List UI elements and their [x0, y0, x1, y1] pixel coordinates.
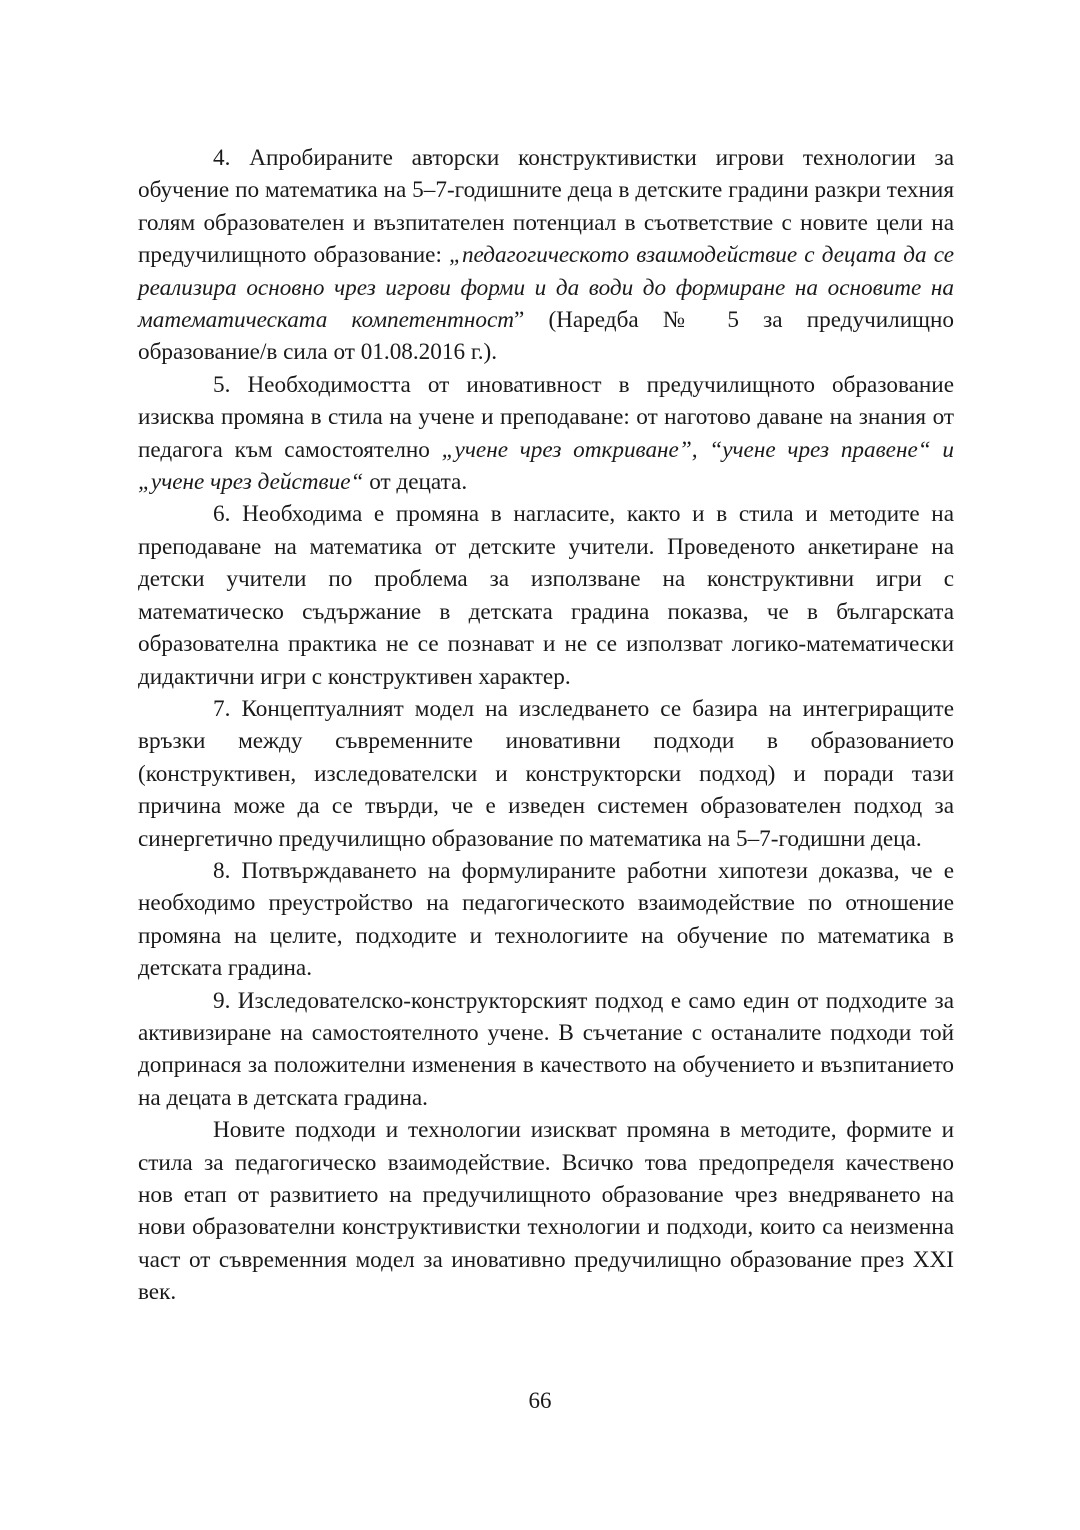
- conclusion-item-6: [138, 498, 954, 692]
- conclusion-item-9-text: 9. Изследователско-конструкторският подход е само един от подходите за активизиране на самостоятелното учене. В съчетание с останалите подходи той допринася за положителни изменения в качеството на обучението и възпитанието на децата в детската градина.: [138, 987, 954, 1111]
- page-body: [138, 142, 954, 1309]
- page-number: 66: [528, 1388, 552, 1413]
- conclusion-item-4-quote: „педагогическото взаимодействие с децата да се реализира основно чрез игрови форми и да води до формиране на основите на математическата компетентност: [138, 242, 954, 334]
- conclusion-item-8: [138, 855, 954, 985]
- conclusion-item-4-text: 4. Апробираните авторски конструктивистки игрови технологии за обучение по математика на 5–7-годишните деца в детските градини разкри техния голям образователен и възпитателен потенциал в съответствие с новите цели на предучилищното образование:: [138, 145, 954, 269]
- conclusion-item-5: [138, 369, 954, 499]
- conclusion-item-5-tail: от децата.: [363, 469, 468, 496]
- conclusion-item-6-text: 6. Необходима е промяна в нагласите, както и в стила и методите на преподаване на математика от детските учители. Проведеното анкетиране на детски учители по проблема за използване на конструктивни игри с математическо съдържание в детската градина показва, че в българската образователна практика не се познават и не се използват логико-математически дидактични игри с конструктивен характер.: [138, 501, 954, 690]
- conclusion-item-4-citation: ” (Наредба № 5 за предучилищно образование/в сила от 01.08.2016 г.).: [138, 307, 954, 366]
- conclusion-item-7: [138, 693, 954, 855]
- closing-paragraph-text: Новите подходи и технологии изискват промяна в методите, формите и стила за педагогическо взаимодействие. Всичко това предопределя качествено нов етап от развитието на предучилищното образование чрез внедряването на нови образователни конструктивистки технологии и подходи, които са неизменна част от съвременния модел за иновативно предучилищно образование през XXI век.: [138, 1117, 954, 1306]
- conclusion-item-7-text: 7. Концептуалният модел на изследването се базира на интегриращите връзки между съвременните иновативни подходи в образованието (конструктивен, изследователски и конструкторски подход) и поради тази причина може да се твърди, че е изведен системен образователен подход за синергетично предучилищно образование по математика на 5–7-годишни деца.: [138, 695, 954, 852]
- conclusion-item-9: [138, 985, 954, 1115]
- conclusion-item-8-text: 8. Потвърждаването на формулираните работни хипотези доказва, че е необходимо преустройство на педагогическото взаимодействие по отношение промяна на целите, подходите и технологиите на обучение по математика в детската градина.: [138, 857, 954, 982]
- conclusion-item-4: [138, 142, 954, 369]
- conclusion-item-5-quote: „учене чрез откриване”, “учене чрез правене“ и „учене чрез действие“: [138, 436, 954, 496]
- conclusion-item-5-text: 5. Необходимостта от иновативност в предучилищното образование изисква промяна в стила на учене и преподаване: от наготово даване на знания от педагога към самостоятелно: [138, 371, 954, 463]
- closing-paragraph: [138, 1114, 954, 1308]
